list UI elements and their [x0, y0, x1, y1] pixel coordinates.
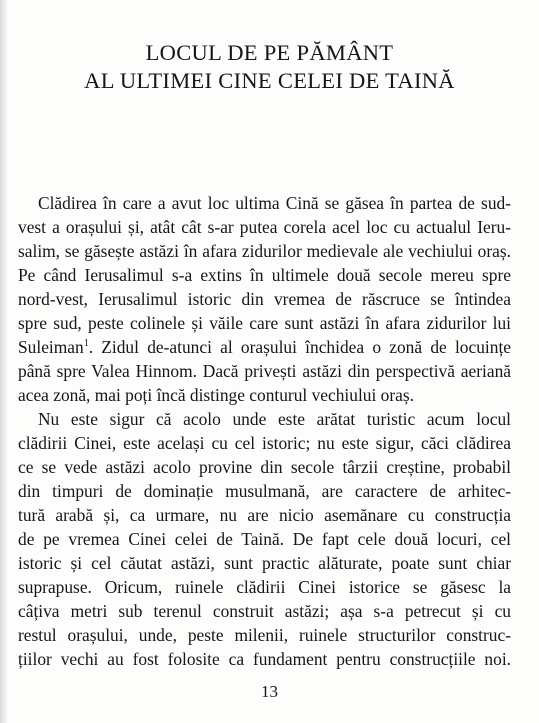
text-line: suprapuse. Oricum, ruinele clădirii Cinei istorice se găsesc la	[18, 577, 511, 597]
text-line-with-footnote	[18, 335, 511, 359]
chapter-title-line-1: LOCUL DE PE PĂMÂNT	[145, 40, 394, 65]
text-segment: . Zidul de-atunci al orașului închidea o zonă de locuințe	[88, 337, 511, 357]
text-line: nord-vest, Ierusalimul istoric din vremea de răscruce se întindea	[18, 289, 511, 309]
text-line: clădirii Cinei, este același cu cel istoric; nu este sigur, căci clădirea	[18, 433, 511, 453]
footnote-marker: 1	[83, 338, 89, 350]
text-line: țiilor vechi au fost folosite ca fundament pentru construcțiile noi.	[18, 649, 511, 669]
text-line: istoric și cel căutat astăzi, sunt practic alăturate, poate sunt chiar	[18, 553, 511, 573]
page-edge-shadow	[0, 0, 8, 723]
text-line: de pe vremea Cinei celei de Taină. De fapt cele două locuri, cel	[18, 529, 511, 549]
text-line: acea zonă, mai poți încă distinge conturul vechiului oraș.	[18, 385, 414, 405]
chapter-title-line-2: AL ULTIMEI CINE CELEI DE TAINĂ	[84, 68, 455, 93]
text-segment: Suleiman	[18, 337, 84, 357]
text-line: până spre Valea Hinnom. Dacă privești astăzi din perspectivă aeriană	[18, 361, 511, 381]
text-line: restul orașului, unde, peste milenii, ruinele structurilor construc-	[18, 625, 511, 645]
text-line: salim, se găsește astăzi în afara zidurilor medievale ale vechiului oraș.	[18, 241, 511, 261]
text-line: Clădirea în care a avut loc ultima Cină se găsea în partea de sud-	[38, 193, 511, 213]
text-line: câțiva metri sub terenul construit astăzi; așa s-a petrecut și cu	[18, 601, 511, 621]
text-line: vest a orașului și, atât cât s-ar putea corela acel loc cu actualul Ieru-	[18, 217, 511, 237]
text-line: din timpuri de dominație musulmană, are caractere de arhitec-	[18, 481, 511, 501]
page-number: 13	[261, 682, 278, 701]
text-line: Pe când Ierusalimul s-a extins în ultimele două secole mereu spre	[18, 265, 511, 285]
text-line: Nu este sigur că acolo unde este arătat turistic acum locul	[38, 409, 511, 429]
text-line: tură arabă și, ca urmare, nu are nicio asemănare cu construcția	[18, 505, 511, 525]
text-line: spre sud, peste colinele și văile care sunt astăzi în afara zidurilor lui	[18, 313, 511, 333]
text-line: ce se vede astăzi acolo provine din secole târzii creștine, probabil	[18, 457, 511, 477]
